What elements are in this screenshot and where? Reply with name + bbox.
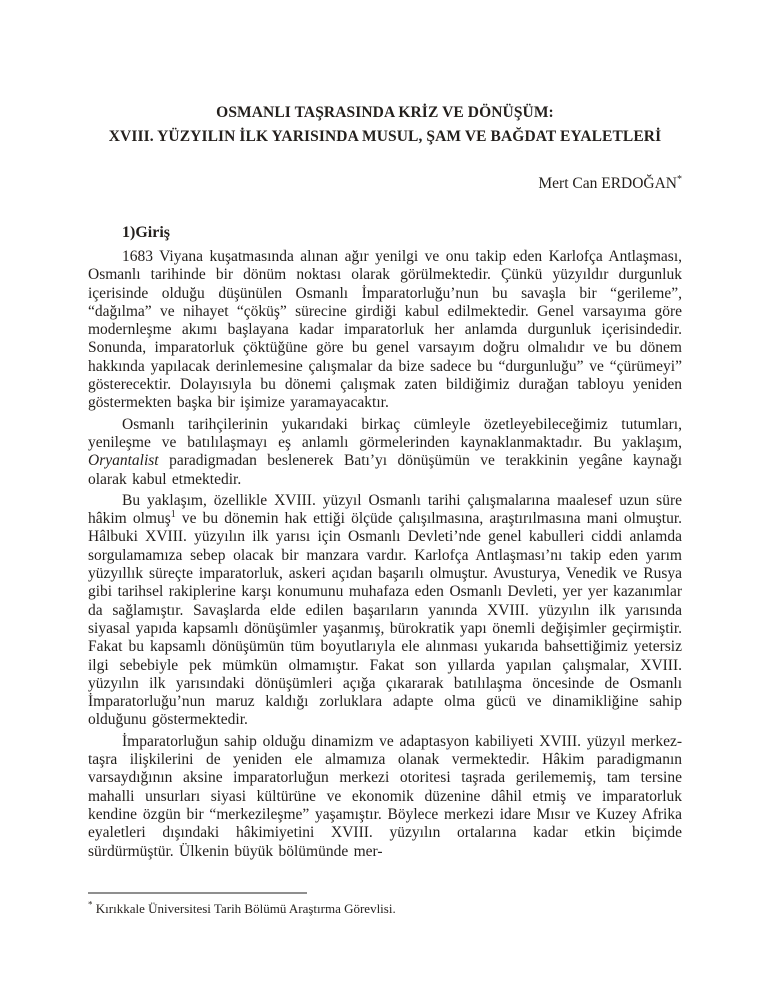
footnote-area <box>88 888 682 994</box>
footnote-separator-rule <box>88 892 307 894</box>
footnote-ref-1: 1 <box>170 509 176 520</box>
paragraph-2 <box>88 416 682 489</box>
footnote-text <box>88 900 682 917</box>
paragraph-3-text: Bu yaklaşım, özellikle XVIII. yüzyıl Osmanlı tarihi çalışmalarına maalesef uzun süre hâkim olmuş <box>88 491 682 528</box>
author-name: Mert Can ERDOĞAN <box>538 175 677 192</box>
section-heading-giris: 1)Giriş <box>122 224 170 241</box>
paragraph-3-text-cont: ve bu dönemin hak ettiği ölçüde çalışılmasına, araştırılmasına mani olmuştur. Hâlbuki XVIII. yüzyılın ilk yarısı için Osmanlı Devleti’nde genel kabulleri ciddi anlamda sorgulamamıza sebep olacak bir manzara vardır. Karlofça Antlaşması’nı takip eden yarım yüzyıllık süreçte imparatorluk, askeri açıdan başarılı olmuştur. Avusturya, Venedik ve Rusya gibi tarihsel rakiplerine karşı konumunu muhafaza eden Osmanlı Devleti, yer yer kazanımlar da sağlamıştır. Savaşlarda elde edilen başarıların yanında XVIII. yüzyılın ilk yarısında siyasal yapıda kapsamlı dönüşümler yaşanmış, bürokratik yapı önemli değişimler geçirmiştir. Fakat bu kapsamlı dönüşümün tüm boyutlarıyla ele alınması yukarıda bahsettiğimiz yetersiz ilgi sebebiyle pek mümkün olmamıştır. Fakat son yıllarda yapılan çalışmalar, XVIII. yüzyılın ilk yarısındaki dönüşümleri açığa çıkararak batılılaşma öncesinde de Osmanlı İmparatorluğu’nun maruz kaldığı zorluklara adapte olma gücü ve dinamikliğine sahip olduğunu göstermektedir. <box>88 510 683 729</box>
paragraph-2-italic-term: Oryantalist <box>88 452 159 470</box>
article-title <box>88 101 682 149</box>
author-line <box>88 174 682 193</box>
paragraph-1: 1683 Viyana kuşatmasında alınan ağır yenilgi ve onu takip eden Karlofça Antlaşması, Osmanlı tarihinde bir dönüm noktası olarak görülmektedir. Çünkü yüzyıldır durgunluk içerisinde olduğu düşünülen Osmanlı İmparatorluğu’nun bu savaşla bir “gerileme”, “dağılma” ve nihayet “çöküş” sürecine girdiği kabul edilmektedir. Genel varsayıma göre modernleşme akımı başlayana kadar imparatorluk her anlamda durgunluk içerisindedir. Sonunda, imparatorluk çöktüğüne göre bu genel varsayım doğru olmalıdır ve bu dönem hakkında yapılacak derinlemesine çalışmalar da bize sadece bu “durgunluğu” ve “çürümeyi” gösterecektir. Dolayısıyla bu dönemi çalışmak zaten bildiğimiz durağan tabloyu yeniden göstermekten başka bir işimize yaramayacaktır. <box>88 248 682 412</box>
article-title-line1: OSMANLI TAŞRASINDA KRİZ VE DÖNÜŞÜM: <box>216 104 554 121</box>
footnote-body: Kırıkkale Üniversitesi Tarih Bölümü Araştırma Görevlisi. <box>95 901 396 916</box>
paragraph-4: İmparatorluğun sahip olduğu dinamizm ve adaptasyon kabiliyeti XVIII. yüzyıl merkez-taşra ilişkilerini de yeniden ele almamıza olanak vermektedir. Hâkim paradigmanın varsaydığının aksine imparatorluğun merkezi otoritesi taşrada gerilememiş, tam tersine mahalli unsurları siyasi kültürüne ve ekonomik düzenine dâhil etmiş ve imparatorluk kendine özgün bir “merkezileşme” yaşamıştır. Böylece merkezi idare Mısır ve Kuzey Afrika eyaletleri dışındaki hâkimiyetini XVIII. yüzyılın ortalarına kadar etkin biçimde sürdürmüştür. Ülkenin büyük bölümünde mer- <box>88 732 682 860</box>
text-column <box>88 0 682 861</box>
article-title-line2: XVIII. YÜZYILIN İLK YARISINDA MUSUL, ŞAM VE BAĞDAT EYALETLERİ <box>108 128 662 145</box>
footnote-marker: * <box>88 899 93 910</box>
paragraph-3 <box>88 492 682 730</box>
author-footnote-marker: * <box>677 173 682 185</box>
paragraph-2-text: Osmanlı tarihçilerinin yukarıdaki birkaç cümleyle özetleyebileceğimiz tutumları, yenileşme ve batılılaşmayı eş anlamlı görmelerinden kaynaklanmaktadır. Bu yaklaşım, <box>88 415 682 451</box>
title-block <box>88 0 682 149</box>
paragraph-2-text-cont: paradigmadan beslenerek Batı’yı dönüşümün ve terakkinin yegâne kaynağı olarak kabul etmektedir. <box>88 452 682 488</box>
